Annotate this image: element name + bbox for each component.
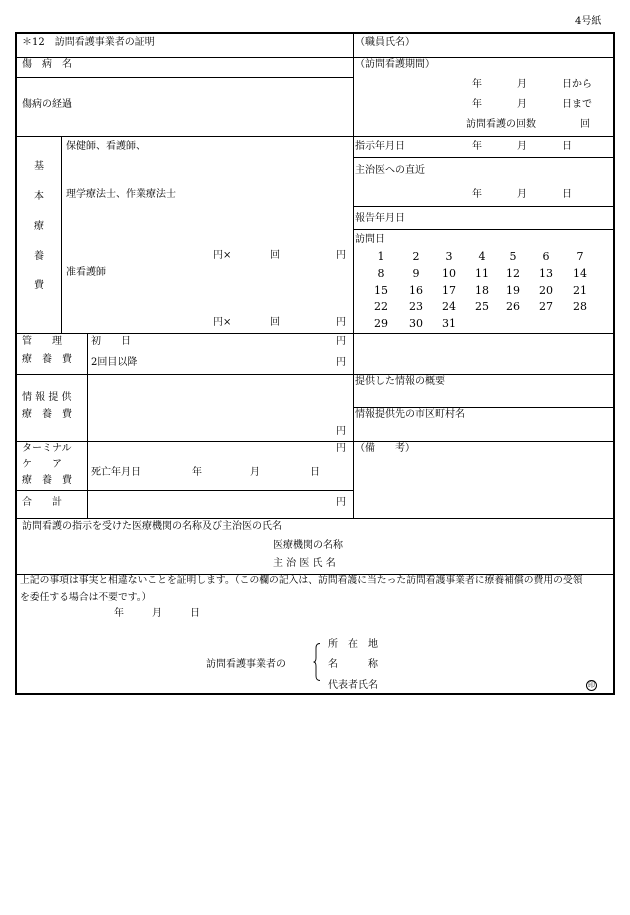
period-from-label: 日から [562,79,592,90]
basic-fee-char-5: 費 [34,280,44,291]
mgmt-first-day-label: 初 日 [91,336,131,347]
period-until-label: 日まで [562,99,592,110]
address-label: 所 在 地 [328,639,378,650]
form-number: 4号紙 [575,16,602,27]
visit-day: 31 [442,317,456,330]
basic-fee-yen-2: 円 [336,317,346,328]
cert-year: 年 [114,608,124,619]
mgmt-second-plus-label: 2回目以降 [91,357,138,368]
nurse-types-label: 保健師、看護師、 [66,141,146,152]
info-municipality-label: 情報提供先の市区町村名 [355,409,465,420]
therapist-label: 理学療法士、作業療法士 [66,189,176,200]
basic-fee-char-2: 本 [34,191,44,202]
institution-heading: 訪問看護の指示を受けた医療機関の名称及び主治医の氏名 [22,521,282,532]
terminal-fee-label-3: 療 養 費 [22,475,72,486]
cert-month: 月 [152,608,162,619]
total-label: 合 計 [22,497,62,508]
certification-text-line-2: を委任する場合は不要です。） [20,592,152,603]
death-date-label: 死亡年月日 [91,467,141,478]
visit-day: 14 [573,267,587,280]
info-fee-label-bottom: 療 養 費 [22,409,72,420]
disease-name-label: 傷 病 名 [22,59,72,70]
mgmt-second-plus-yen: 円 [336,357,346,368]
visit-day: 23 [409,300,423,313]
basic-fee-yen-1: 円 [336,250,346,261]
death-day: 日 [310,467,320,478]
visit-day: 12 [506,267,520,280]
visit-day: 29 [374,317,388,330]
total-yen: 円 [336,497,346,508]
instruction-year: 年 [472,141,482,152]
info-fee-yen: 円 [336,426,346,437]
basic-fee-char-4: 養 [34,251,44,262]
institution-name-label: 医療機関の名称 [273,540,343,551]
visit-day: 16 [409,284,423,297]
visit-day: 6 [542,250,550,263]
visit-day: 17 [442,284,456,297]
terminal-fee-yen: 円 [336,443,346,454]
visit-day: 30 [409,317,423,330]
disease-course-label: 傷病の経過 [22,99,72,110]
visit-day: 1 [377,250,385,263]
provider-name-label: 名 称 [328,659,378,670]
instruction-day: 日 [562,141,572,152]
report-day: 日 [562,189,572,200]
death-month: 月 [250,467,260,478]
certification-text-line-1: 上記の事項は事実と相違ないことを証明します。（この欄の記入は、訪問看護に当たった訪問看護事業者に療養補償の費用の受領 [20,575,583,586]
visit-day: 4 [478,250,486,263]
basic-fee-char-1: 基 [34,161,44,172]
seal-icon: 印 [588,681,595,689]
representative-label: 代表者氏名 [328,680,378,691]
report-year: 年 [472,189,482,200]
basic-fee-yen-times-2: 円× [213,317,232,328]
visit-day: 2 [412,250,420,263]
basic-fee-times-2: 回 [270,317,280,328]
visit-day: 10 [442,267,456,280]
info-summary-label: 提供した情報の概要 [355,376,445,387]
visit-day: 13 [539,267,553,280]
period-until-month: 月 [517,99,527,110]
provider-label: 訪問看護事業者の [206,659,286,670]
visit-days-label: 訪問日 [355,234,385,245]
period-from-month: 月 [517,79,527,90]
visit-day: 25 [475,300,489,313]
info-fee-label-top: 情 報 提 供 [22,392,72,403]
staff-name-label: （職員氏名） [355,37,415,48]
instruction-month: 月 [517,141,527,152]
assoc-nurse-label: 准看護師 [66,267,106,278]
section-title: ＊12 訪問看護事業者の証明 [22,37,155,48]
report-to-physician-label: 主治医への直近 [355,165,425,176]
visit-day: 5 [509,250,517,263]
visit-day: 11 [475,267,489,280]
visit-count-unit: 回 [580,119,590,130]
cert-day: 日 [190,608,200,619]
mgmt-fee-label-top: 管 理 [22,336,62,347]
terminal-fee-label-1: ターミナル [22,443,72,454]
remarks-label: （備 考） [355,443,415,454]
visit-day: 27 [539,300,553,313]
visit-day: 8 [377,267,385,280]
basic-fee-char-3: 療 [34,221,44,232]
report-date-label: 報告年月日 [355,213,405,224]
visit-day: 9 [412,267,420,280]
mgmt-first-day-yen: 円 [336,336,346,347]
visit-day: 15 [374,284,388,297]
visit-day: 21 [573,284,587,297]
visit-day: 22 [374,300,388,313]
period-until-year: 年 [472,99,482,110]
basic-fee-times-1: 回 [270,250,280,261]
terminal-fee-label-2: ケ ア [22,459,62,470]
visit-day: 18 [475,284,489,297]
visit-day: 20 [539,284,553,297]
period-from-year: 年 [472,79,482,90]
visit-day: 28 [573,300,587,313]
visit-day: 26 [506,300,520,313]
visit-count-label: 訪問看護の回数 [466,119,536,130]
brace-icon [313,643,321,681]
mgmt-fee-label-bottom: 療 養 費 [22,354,72,365]
instruction-date-label: 指示年月日 [355,141,405,152]
visit-day: 24 [442,300,456,313]
basic-fee-yen-times-1: 円× [213,250,232,261]
report-month: 月 [517,189,527,200]
visit-day: 19 [506,284,520,297]
visit-day: 7 [576,250,584,263]
physician-name-label: 主 治 医 氏 名 [273,558,336,569]
death-year: 年 [192,467,202,478]
visit-period-label: （訪問看護期間） [355,59,435,70]
visit-day: 3 [445,250,453,263]
